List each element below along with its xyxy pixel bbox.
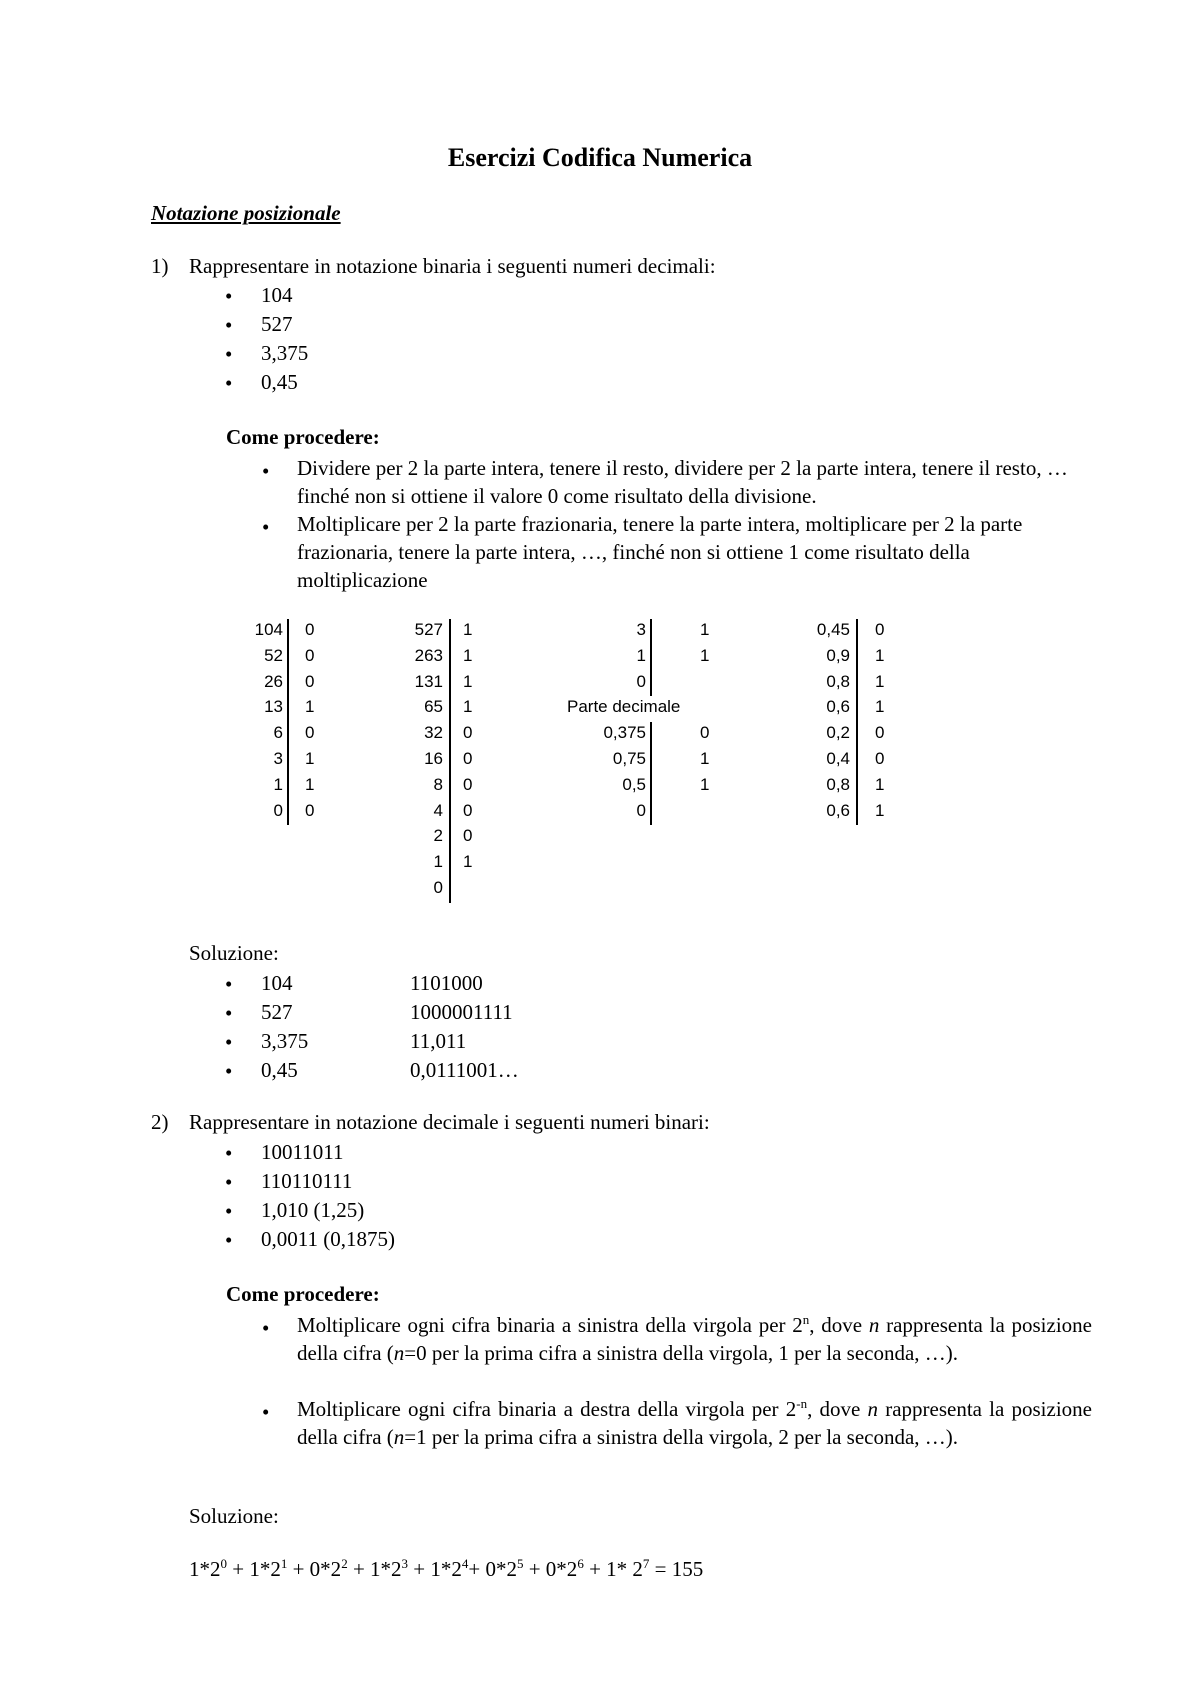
table-cell-remainder: 0 <box>463 749 473 768</box>
table-cell-quotient: 131 <box>414 671 443 691</box>
bullet-icon: • <box>225 1228 233 1252</box>
table-cell-remainder: 1 <box>463 852 473 872</box>
table-cell-remainder: 0 <box>463 723 473 743</box>
bullet-icon: • <box>225 1030 233 1054</box>
table-cell-remainder: 1 <box>700 620 710 639</box>
formula-term: + 1*2 <box>347 1557 402 1581</box>
bullet-icon: • <box>225 342 233 366</box>
table-cell-quotient: 0 <box>433 878 443 897</box>
table-cell-remainder: 0 <box>305 723 315 743</box>
table-cell-quotient: 0 <box>636 800 646 820</box>
table-cell-quotient: 3 <box>636 620 646 639</box>
formula-exponent: 6 <box>577 1556 584 1571</box>
how-to-step: Moltiplicare per 2 la parte frazionaria, tenere la parte intera, moltiplicare per 2 la parte frazionaria, tenere la parte intera, …, finché non si ottiene 1 come risultato della moltiplicazione <box>297 512 1023 592</box>
table-cell-remainder: 0 <box>305 620 315 639</box>
table-cell-quotient: 8 <box>433 774 443 794</box>
bullet-icon: • <box>262 1400 270 1424</box>
table-divider <box>650 619 652 696</box>
bullet-icon: • <box>225 1170 233 1194</box>
table-cell-quotient: 0,4 <box>826 749 850 768</box>
table-cell-quotient: 0,375 <box>603 723 646 743</box>
table-cell-quotient: 0,45 <box>816 620 850 639</box>
formula-term: + 0*2 <box>468 1557 517 1581</box>
table-cell-remainder: 1 <box>463 697 473 717</box>
list-item: 0,0011 (0,1875) <box>261 1227 395 1251</box>
table-divider <box>287 619 289 825</box>
how-to-heading: Come procedere: <box>226 1282 380 1306</box>
list-item: 0,45 <box>261 370 298 394</box>
table-cell-quotient: 1 <box>636 645 646 665</box>
table-cell-remainder: 1 <box>875 800 885 820</box>
question-text: Rappresentare in notazione decimale i seguenti numeri binari: <box>189 1110 710 1134</box>
table-cell-remainder: 1 <box>875 697 885 717</box>
bullet-icon: • <box>225 1001 233 1025</box>
bullet-icon: • <box>225 313 233 337</box>
table-cell-remainder: 1 <box>463 671 473 691</box>
table-cell-quotient: 0,5 <box>622 774 646 794</box>
question-text: Rappresentare in notazione binaria i seguenti numeri decimali: <box>189 254 716 278</box>
table-cell-remainder: 0 <box>875 749 885 768</box>
solution-decimal: 0,45 <box>261 1058 298 1082</box>
table-cell-quotient: 0,8 <box>826 774 850 794</box>
table-divider <box>650 722 652 825</box>
table-cell-quotient: 104 <box>254 620 283 639</box>
table-cell-quotient: 0,8 <box>826 671 850 691</box>
bullet-icon: • <box>225 972 233 996</box>
table-cell-remainder: 1 <box>875 671 885 691</box>
table-cell-quotient: 65 <box>424 697 443 717</box>
how-to-step: Moltiplicare ogni cifra binaria a destra della virgola per $2^{-n}$, dove n rappresenta la posizione della cifra (n=1 per la prima cifra a sinistra della virgola, 2 per la seconda, …). <box>297 1396 1092 1449</box>
question-number: 1) <box>151 254 169 278</box>
section-heading: Notazione posizionale <box>151 201 341 225</box>
table-cell-quotient: 32 <box>424 723 443 743</box>
table-cell-remainder: 0 <box>463 826 473 846</box>
table-cell-quotient: 0,75 <box>612 749 646 768</box>
solution-binary: 0,0111001… <box>410 1058 519 1082</box>
table-cell-remainder: 0 <box>463 800 473 820</box>
table-cell-remainder: 0 <box>463 774 473 794</box>
table-cell-remainder: 0 <box>305 645 315 665</box>
formula-exponent: 3 <box>401 1556 409 1571</box>
bullet-icon: • <box>225 1141 233 1165</box>
formula-term: + 0*2 <box>287 1557 342 1581</box>
solution-binary: 1101000 <box>410 971 483 995</box>
bullet-icon: • <box>262 459 270 483</box>
table-cell-remainder: 0 <box>875 620 885 639</box>
solution-binary: 1000001111 <box>410 1000 513 1024</box>
formula-exponent: 0 <box>220 1556 227 1571</box>
bullet-icon: • <box>225 1199 233 1223</box>
table-cell-remainder: 0 <box>700 723 710 743</box>
table-cell-quotient: 0 <box>636 671 646 691</box>
how-to-step: Moltiplicare ogni cifra binaria a sinistra della virgola per 2$^n$, dove n rappresenta la posizione della cifra (n=0 per la prima cifra a sinistra della virgola, 1 per la seconda, …). <box>297 1312 1092 1365</box>
solution-decimal: 3,375 <box>261 1029 309 1053</box>
solution-label: Soluzione: <box>189 941 279 965</box>
table-cell-quotient: 3 <box>273 749 283 768</box>
table-label: Parte decimale <box>567 697 681 717</box>
bullet-icon: • <box>225 1059 233 1083</box>
table-cell-quotient: 263 <box>414 645 443 665</box>
table-cell-quotient: 1 <box>273 774 283 794</box>
formula-term: + 1*2 <box>408 1557 462 1581</box>
table-cell-remainder: 1 <box>700 774 710 794</box>
table-divider <box>856 619 858 825</box>
table-cell-remainder: 1 <box>305 774 315 794</box>
bullet-icon: • <box>262 1316 270 1340</box>
table-cell-remainder: 0 <box>875 723 885 743</box>
table-cell-quotient: 0,6 <box>826 697 850 717</box>
table-cell-quotient: 0,2 <box>826 723 850 743</box>
bullet-icon: • <box>262 515 270 539</box>
table-cell-remainder: 0 <box>305 671 315 691</box>
page-title: Esercizi Codifica Numerica <box>447 143 753 172</box>
list-item: 1,010 (1,25) <box>261 1198 365 1222</box>
solution-formula <box>189 1557 703 1582</box>
table-cell-quotient: 1 <box>433 852 443 872</box>
formula-exponent: 2 <box>341 1556 348 1571</box>
table-cell-quotient: 527 <box>414 620 443 639</box>
how-to-step: Dividere per 2 la parte intera, tenere il resto, dividere per 2 la parte intera, tenere il resto, … finché non si ottiene il valore 0 come risultato della divisione. <box>297 456 1068 508</box>
solution-label: Soluzione: <box>189 1504 279 1528</box>
table-cell-remainder: 1 <box>700 749 710 768</box>
formula-term: + 0*2 <box>523 1557 578 1581</box>
question-number: 2) <box>151 1110 169 1134</box>
table-cell-quotient: 16 <box>424 749 443 768</box>
table-cell-remainder: 1 <box>305 697 315 717</box>
list-item: 110110111 <box>261 1169 353 1193</box>
solution-decimal: 527 <box>261 1000 293 1024</box>
formula-term: + 1* 2 <box>583 1557 643 1581</box>
table-cell-remainder: 1 <box>463 645 473 665</box>
how-to-heading: Come procedere: <box>226 425 380 449</box>
formula-exponent: 4 <box>461 1556 469 1571</box>
list-item: 527 <box>261 312 293 336</box>
list-item: 10011011 <box>261 1140 344 1164</box>
formula-term: = 155 <box>649 1557 704 1581</box>
solution-decimal: 104 <box>261 971 293 995</box>
bullet-icon: • <box>225 284 233 308</box>
table-cell-quotient: 4 <box>433 800 443 820</box>
table-cell-remainder: 1 <box>305 749 315 768</box>
formula-term: + 1*2 <box>227 1557 281 1581</box>
formula-term: 1*2 <box>189 1557 221 1581</box>
table-cell-quotient: 2 <box>433 826 443 846</box>
table-divider <box>449 619 451 903</box>
formula-exponent: 7 <box>642 1556 650 1571</box>
table-cell-quotient: 52 <box>264 645 283 665</box>
table-cell-quotient: 26 <box>264 671 283 691</box>
formula-exponent: 5 <box>516 1556 524 1571</box>
table-cell-remainder: 1 <box>875 645 885 665</box>
bullet-icon: • <box>225 371 233 395</box>
table-cell-quotient: 6 <box>273 723 283 743</box>
table-cell-quotient: 0,9 <box>826 645 850 665</box>
table-cell-remainder: 1 <box>700 645 710 665</box>
table-cell-quotient: 0 <box>273 800 283 820</box>
table-cell-remainder: 1 <box>463 620 473 639</box>
solution-binary: 11,011 <box>410 1029 467 1053</box>
table-cell-quotient: 0,6 <box>826 800 850 820</box>
table-cell-quotient: 13 <box>264 697 283 717</box>
list-item: 104 <box>261 283 293 307</box>
formula-exponent: 1 <box>280 1556 288 1571</box>
table-cell-remainder: 1 <box>875 774 885 794</box>
list-item: 3,375 <box>261 341 309 365</box>
table-cell-remainder: 0 <box>305 800 315 820</box>
